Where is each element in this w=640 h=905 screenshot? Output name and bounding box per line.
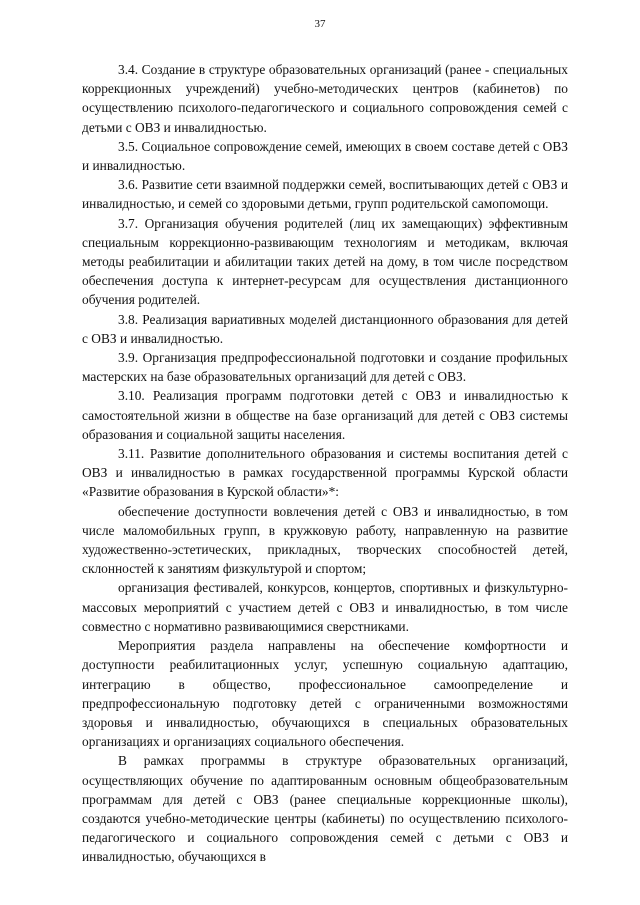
paragraph-3-6: 3.6. Развитие сети взаимной поддержки семей, воспитывающих детей с ОВЗ и инвалидностью, и семей со здоровыми детьми, групп родительской самопомощи. <box>82 177 568 212</box>
paragraph-3-5: 3.5. Социальное сопровождение семей, имеющих в своем составе детей с ОВЗ и инвалидностью. <box>82 138 568 174</box>
paragraph-3-7: 3.7. Организация обучения родителей (лиц их замещающих) эффективным специальным коррекционно-развивающим технологиям и методикам, включая методы реабилитации и абилитации таких детей на дому, в том числе посредством обеспечения доступа к интернет-ресурсам для осуществления дистанционного обучения родителей. <box>82 215 568 308</box>
paragraph-3-11: 3.11. Развитие дополнительного образования и системы воспитания детей с ОВЗ и инвалидностью в рамках государственной программы Курской области «Развитие образования в Курской области»*: <box>82 446 568 500</box>
document-body <box>82 60 568 867</box>
paragraph-program-centers: В рамках программы в структуре образовательных организаций, осуществляющих обучение по адаптированным основным общеобразовательным программам для детей с ОВЗ (ранее специальные коррекционные школы), создаются учебно-методические центры (кабинеты) по осуществлению психолого-педагогического и социального сопровождения семей с детьми с ОВЗ и инвалидностью, обучающихся в <box>82 753 568 865</box>
paragraph-accessibility: обеспечение доступности вовлечения детей с ОВЗ и инвалидностью, в том числе маломобильных групп, в кружковую работу, направленную на развитие художественно-эстетических, прикладных, творческих способностей детей, склонностей к занятиям физкультурой и спортом; <box>82 503 568 577</box>
paragraph-3-9: 3.9. Организация предпрофессиональной подготовки и создание профильных мастерских на базе образовательных организаций для детей с ОВЗ. <box>82 350 568 385</box>
paragraph-3-8: 3.8. Реализация вариативных моделей дистанционного образования для детей с ОВЗ и инвалидностью. <box>82 311 568 346</box>
paragraph-3-4: 3.4. Создание в структуре образовательных организаций (ранее - специальных коррекционных учреждений) учебно-методических центров (кабинетов) по осуществлению психолого-педагогического и социального сопровождения семей с детьми с ОВЗ и инвалидностью. <box>82 62 568 135</box>
paragraph-festivals: организация фестивалей, конкурсов, концертов, спортивных и физкультурно-массовых мероприятий с участием детей с ОВЗ и инвалидностью, в том числе совместно с нормативно развивающимися сверстниками. <box>82 580 568 634</box>
paragraph-section-goals: Мероприятия раздела направлены на обеспечение комфортности и доступности реабилитационных услуг, успешную социальную адаптацию, интеграцию в общество, профессиональное самоопределение и предпрофессиональную подготовку детей с ограниченными возможностями здоровья и инвалидностью, обучающихся в специальных образовательных организациях и организациях социального обеспечения. <box>82 638 568 750</box>
paragraph-3-10: 3.10. Реализация программ подготовки детей с ОВЗ и инвалидностью к самостоятельной жизни в обществе на базе организаций для детей с ОВЗ системы образования и социальной защиты населения. <box>82 388 568 442</box>
page-number: 37 <box>314 18 326 30</box>
